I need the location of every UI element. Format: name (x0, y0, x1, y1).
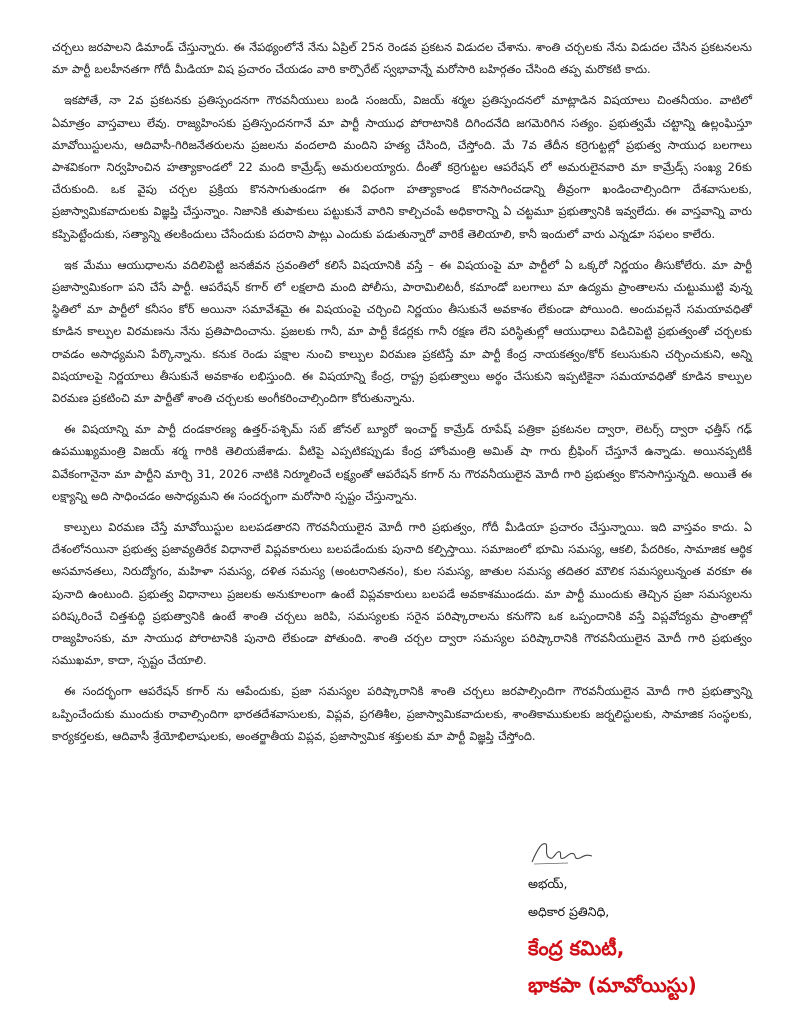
paragraph-4: ఈ విషయాన్ని మా పార్టీ దండకారణ్య ఉత్తర్-పశ్చిమ్ సబ్ జోనల్ బ్యూరో ఇంచార్జ్ కామ్రేడ్ రూపేష్ పత్రికా ప్రకటనల ద్వారా, లెటర్స్ ద్వారా ఛత్తీస్ గఢ్ ఉపముఖ్యమంత్రి విజయ్ శర్మ గారికి తెలియజేశాడు. వీటిపై ఎప్పటికప్పుడు కేంద్ర హోంమంత్రి అమిత్ షా గారు బ్రీఫింగ్ చేస్తూనే ఉన్నాడు. అయినప్పటికీ వివేకంగానైనా మా పార్టీని మార్చి 31, 2026 నాటికి నిర్మూలించే లక్ష్యంతో ఆపరేషన్ కగార్ ను గౌరవనీయులైన మోదీ గారి ప్రభుత్వం కొనసాగిస్తున్నది. అయితే ఈ లక్ష్యాన్ని అది సాధించడం అసాధ్యమని ఈ సందర్భంగా మరోసారి స్పష్టం చేస్తున్నాను. (52, 422, 752, 503)
handwritten-signature (528, 838, 598, 868)
party-name: భాకపా (మావోయిస్టు) (528, 973, 697, 997)
committee-name: కేంద్ర కమిటీ, (528, 936, 625, 960)
letter-body (52, 36, 752, 747)
paragraph-2: ఇకపోతే, నా 2వ ప్రకటనకు ప్రతిస్పందనగా గౌరవనీయులు బండి సంజయ్, విజయ్ శర్మల ప్రతిస్పందనలో మాట్లాడిన విషయాలు చింతనీయం. వాటిలో ఏమాత్రం వాస్తవాలు లేవు. రాజ్యహింసకు ప్రతిస్పందనగానే మా పార్టీ సాయుధ పోరాటానికి దిగిందనేది జగమెరిగిన సత్యం. ప్రభుత్వమే చట్టాన్ని ఉల్లంఘిస్తూ మావోయిస్టులను, ఆదివాసీ-గిరిజనేతరులను ప్రజలను వందలాది మందిని హత్య చేసింది, చేస్తోంది. మే 7వ తేదీన కర్రెగుట్టల్లో ప్రభుత్వ సాయుధ బలగాలు పాశవికంగా నిర్వహించిన హత్యాకాండలో 22 మంది కామ్రేడ్స్ అమరులయ్యారు. దీంతో కర్రెగుట్టల ఆపరేషన్ లో అమరులైనవారి మా కామ్రేడ్స్ సంఖ్య 26కు చేరుకుంది. ఒక వైపు చర్చల ప్రక్రియ కొనసాగుతుండగా ఈ విధంగా హత్యాకాండ కొనసాగించడాన్ని తీవ్రంగా ఖండించాల్సిందిగా దేశవాసులకు, ప్రజాస్వామికవాదులకు విజ్ఞప్తి చేస్తున్నాం. నిజానికి తుపాకులు పట్టుకునే వారిని కాల్చిచంపే అధికారాన్ని ఏ చట్టమూ ప్రభుత్వానికి ఇవ్వలేదు. ఈ వాస్తవాన్ని వారు కప్పిపెట్టేందుకు, సత్యాన్ని తలకిందులు చేసేందుకు పదరాని పాట్లు ఎందుకు పడుతున్నారో వారికే తెలియాలి, కానీ ఇందులో వారు ఎన్నడూ సఫలం కాలేరు. (52, 93, 752, 241)
paragraph-1: చర్చలు జరపాలని డిమాండ్ చేస్తున్నారు. ఈ నేపథ్యంలోనే నేను ఏప్రిల్ 25న రెండవ ప్రకటన విడుదల చేశాను. శాంతి చర్చలకు నేను విడుదల చేసిన ప్రకటనలను మా పార్టీ బలహీనతగా గోదీ మీడియా విష ప్రచారం చేయడం వారి కార్పొరేట్ స్వభావాన్నే మరోసారి బహిర్గతం చేసింది తప్ప మరొకటి కాదు. (52, 40, 752, 77)
paragraph-3: ఇక మేము ఆయుధాలను వదిలిపెట్టి జనజీవన స్రవంతిలో కలిసే విషయానికి వస్తే – ఈ విషయంపై మా పార్టీలో ఏ ఒక్కరో నిర్ణయం తీసుకోలేరు. మా పార్టీ ప్రజాస్వామికంగా పని చేసే పార్టీ. ఆపరేషన్ కగార్ లో లక్షలాది మంది పోలీసు, పారామిలిటరీ, కమాండో బలగాలు మా ఉద్యమ ప్రాంతాలను చుట్టుముట్టి వున్న స్థితిలో మా పార్టీలో కనీసం కోర్ అయినా సమావేశమై ఈ విషయంపై చర్చించి నిర్ణయం తీసుకునే అవకాశం లేకుండా పోయింది. అందువల్లనే సమయావధితో కూడిన కాల్పుల విరమణను నేను ప్రతిపాదించాను. ప్రజలకు గానీ, మా పార్టీ కేడర్లకు గానీ రక్షణ లేని పరిస్థితుల్లో ఆయుధాలు విడిచిపెట్టి ప్రభుత్వంతో చర్చలకు రావడం అసాధ్యమని పేర్కొన్నాను. కనుక రెండు పక్షాల నుంచి కాల్పుల విరమణ ప్రకటిస్తే మా పార్టీ కేంద్ర నాయకత్వం/కోర్ కలుసుకుని చర్చించుకుని, అన్ని విషయాలపై నిర్ణయాలు తీసుకునే అవకాశం లభిస్తుంది. ఈ విషయాన్ని కేంద్ర, రాష్ట్ర ప్రభుత్వాలు అర్థం చేసుకుని ఇప్పటికైనా సమయావధితో కూడిన కాల్పుల విరమణ ప్రకటించి మా పార్టీతో శాంతి చర్చలకు అంగీకరించాల్సిందిగా కోరుతున్నాను. (52, 257, 752, 406)
signatory-name: అభయ్, (528, 876, 568, 891)
paragraph-6: ఈ సందర్భంగా ఆపరేషన్ కగార్ ను ఆపేందుకు, ప్రజా సమస్యల పరిష్కారానికి శాంతి చర్చలు జరపాల్సిందిగా గౌరవనీయులైన మోదీ గారి ప్రభుత్వాన్ని ఒప్పించేందుకు ముందుకు రావాల్సిందిగా భారతదేశవాసులకు, విప్లవ, ప్రగతిశీల, ప్రజాస్వామికవాదులకు, శాంతికాముకులకు జర్నలిస్టులకు, సామాజిక సంస్థలకు, కార్యకర్తలకు, ఆదివాసీ శ్రేయోభిలాషులకు, అంతర్జాతీయ విప్లవ, ప్రజాస్వామిక శక్తులకు మా పార్టీ విజ్ఞప్తి చేస్తోంది. (52, 684, 752, 743)
signatory-role: అధికార ప్రతినిధి, (528, 904, 610, 919)
paragraph-5: కాల్పులు విరమణ చేస్తే మావోయిస్టుల బలపడతారని గౌరవనీయులైన మోదీ గారి ప్రభుత్వం, గోదీ మీడియా ప్రచారం చేస్తున్నాయి. ఇది వాస్తవం కాదు. ఏ దేశంలోనయినా ప్రభుత్వ ప్రజావ్యతిరేక విధానాలే విప్లవకారులు బలపడేందుకు పునాది కల్పిస్తాయి. సమాజంలో భూమి సమస్య, ఆకలి, పేదరికం, సామాజిక ఆర్థిక అసమానతలు, నిరుద్యోగం, మహిళా సమస్య, దళిత సమస్య (అంటరానితనం), కుల సమస్య, జాతుల సమస్య తదితర మౌలిక సమస్యలున్నంత వరకూ ఈ పునాది ఉంటుంది. ప్రభుత్వ విధానాలు ప్రజలకు అనుకూలంగా ఉంటే విప్లవకారులు బలపడే అవకాశముండదు. మా పార్టీ ముందుకు తెచ్చిన ప్రజా సమస్యలను పరిష్కరించే చిత్తశుద్ధి ప్రభుత్వానికి ఉంటే శాంతి చర్చలు జరిపి, సమస్యలకు సరైన పరిష్కారాలను కనుగొని ఒక ఒప్పందానికి వస్తే విప్లవోద్యమ ప్రాంతాల్లో రాజ్యహింసకు, మా సాయుధ పోరాటానికి పునాది లేకుండా పోతుంది. శాంతి చర్చల ద్వారా సమస్యల పరిష్కారానికి గౌరవనీయులైన మోదీ గారి ప్రభుత్వం సముఖమా, కాదా, స్పష్టం చేయాలి. (52, 520, 752, 668)
